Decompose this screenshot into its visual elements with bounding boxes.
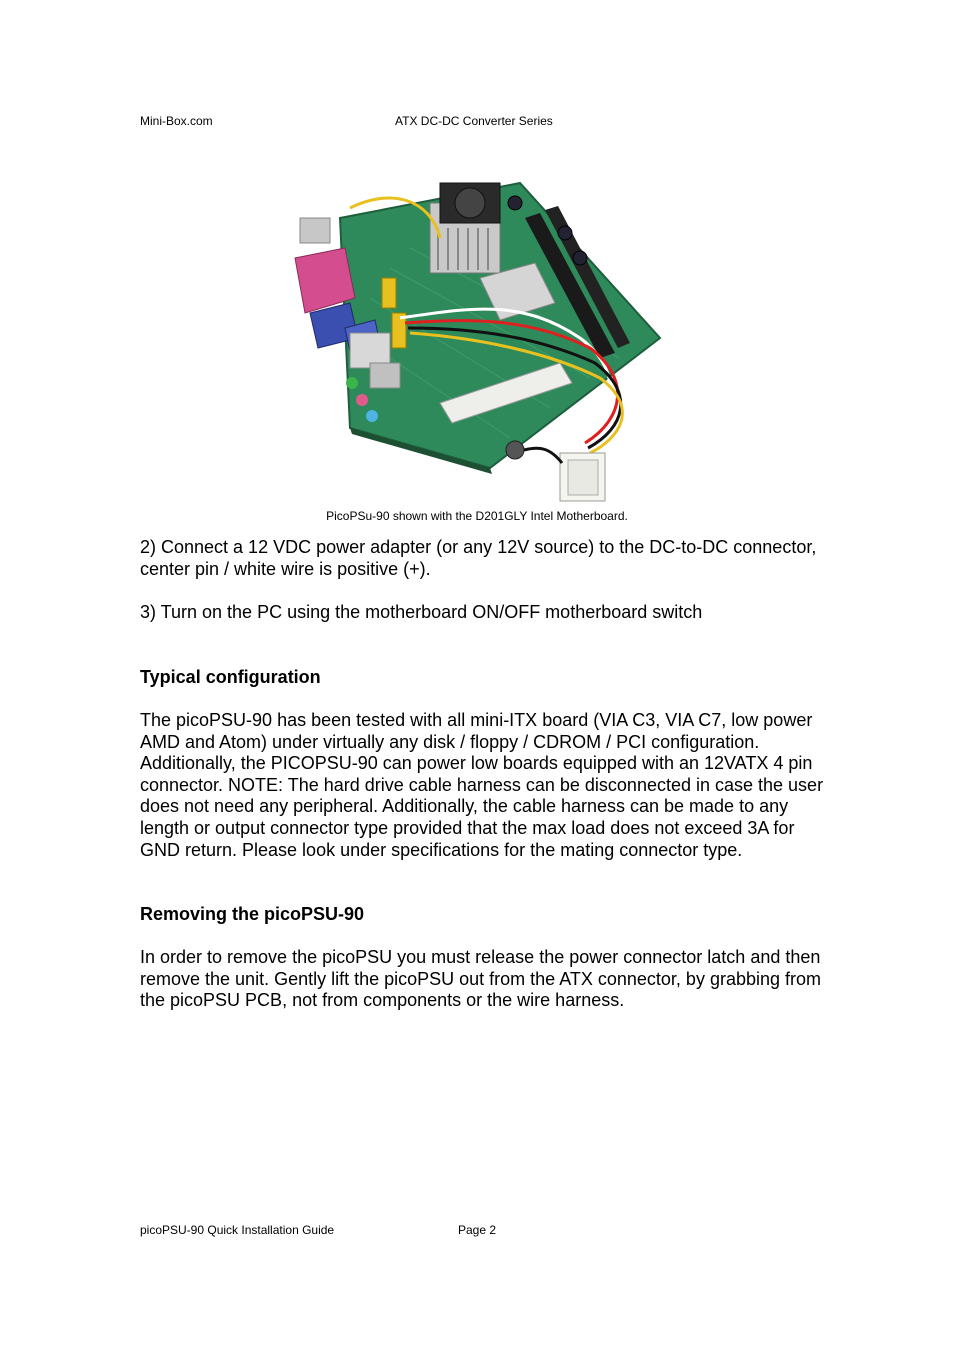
step-3: 3) Turn on the PC using the motherboard ON/OFF motherboard switch [140, 602, 703, 622]
header-site: Mini-Box.com [140, 114, 213, 128]
step-2: 2) Connect a 12 VDC power adapter (or any 12V source) to the DC-to-DC connector, center pin / white wire is positive (+). [140, 537, 817, 579]
motherboard-illustration [290, 178, 662, 508]
section-body-removing: In order to remove the picoPSU you must release the power connector latch and then remove the unit. Gently lift the picoPSU out from the ATX connector, by grabbing from the picoPSU PCB, not from components or the wire harness. [140, 947, 822, 1011]
motherboard-photo [290, 178, 662, 508]
footer-title: picoPSU-90 Quick Installation Guide [140, 1223, 335, 1237]
figure-caption: PicoPSu-90 shown with the D201GLY Intel Motherboard. [326, 509, 628, 523]
section-body-typical: The picoPSU-90 has been tested with all mini-ITX board (VIA C3, VIA C7, low power AMD and Atom) under virtually any disk / floppy / CDROM / PCI configuration. Additionally, the PICOPSU-90 can power low boards equipped with an 12VATX 4 pin connector. NOTE: The hard drive cable harness can be disconnected in case the user does not need any peripheral. Additionally, the cable harness can be made to any length or output connector type provided that the max load does not exceed 3A for GND return. Please look under specifications for the mating connector type. [140, 710, 824, 860]
header-series: ATX DC-DC Converter Series [395, 114, 553, 128]
section-heading-typical: Typical configuration [140, 667, 321, 687]
section-heading-removing: Removing the picoPSU-90 [140, 904, 365, 924]
footer-page-number: Page 2 [458, 1223, 497, 1237]
